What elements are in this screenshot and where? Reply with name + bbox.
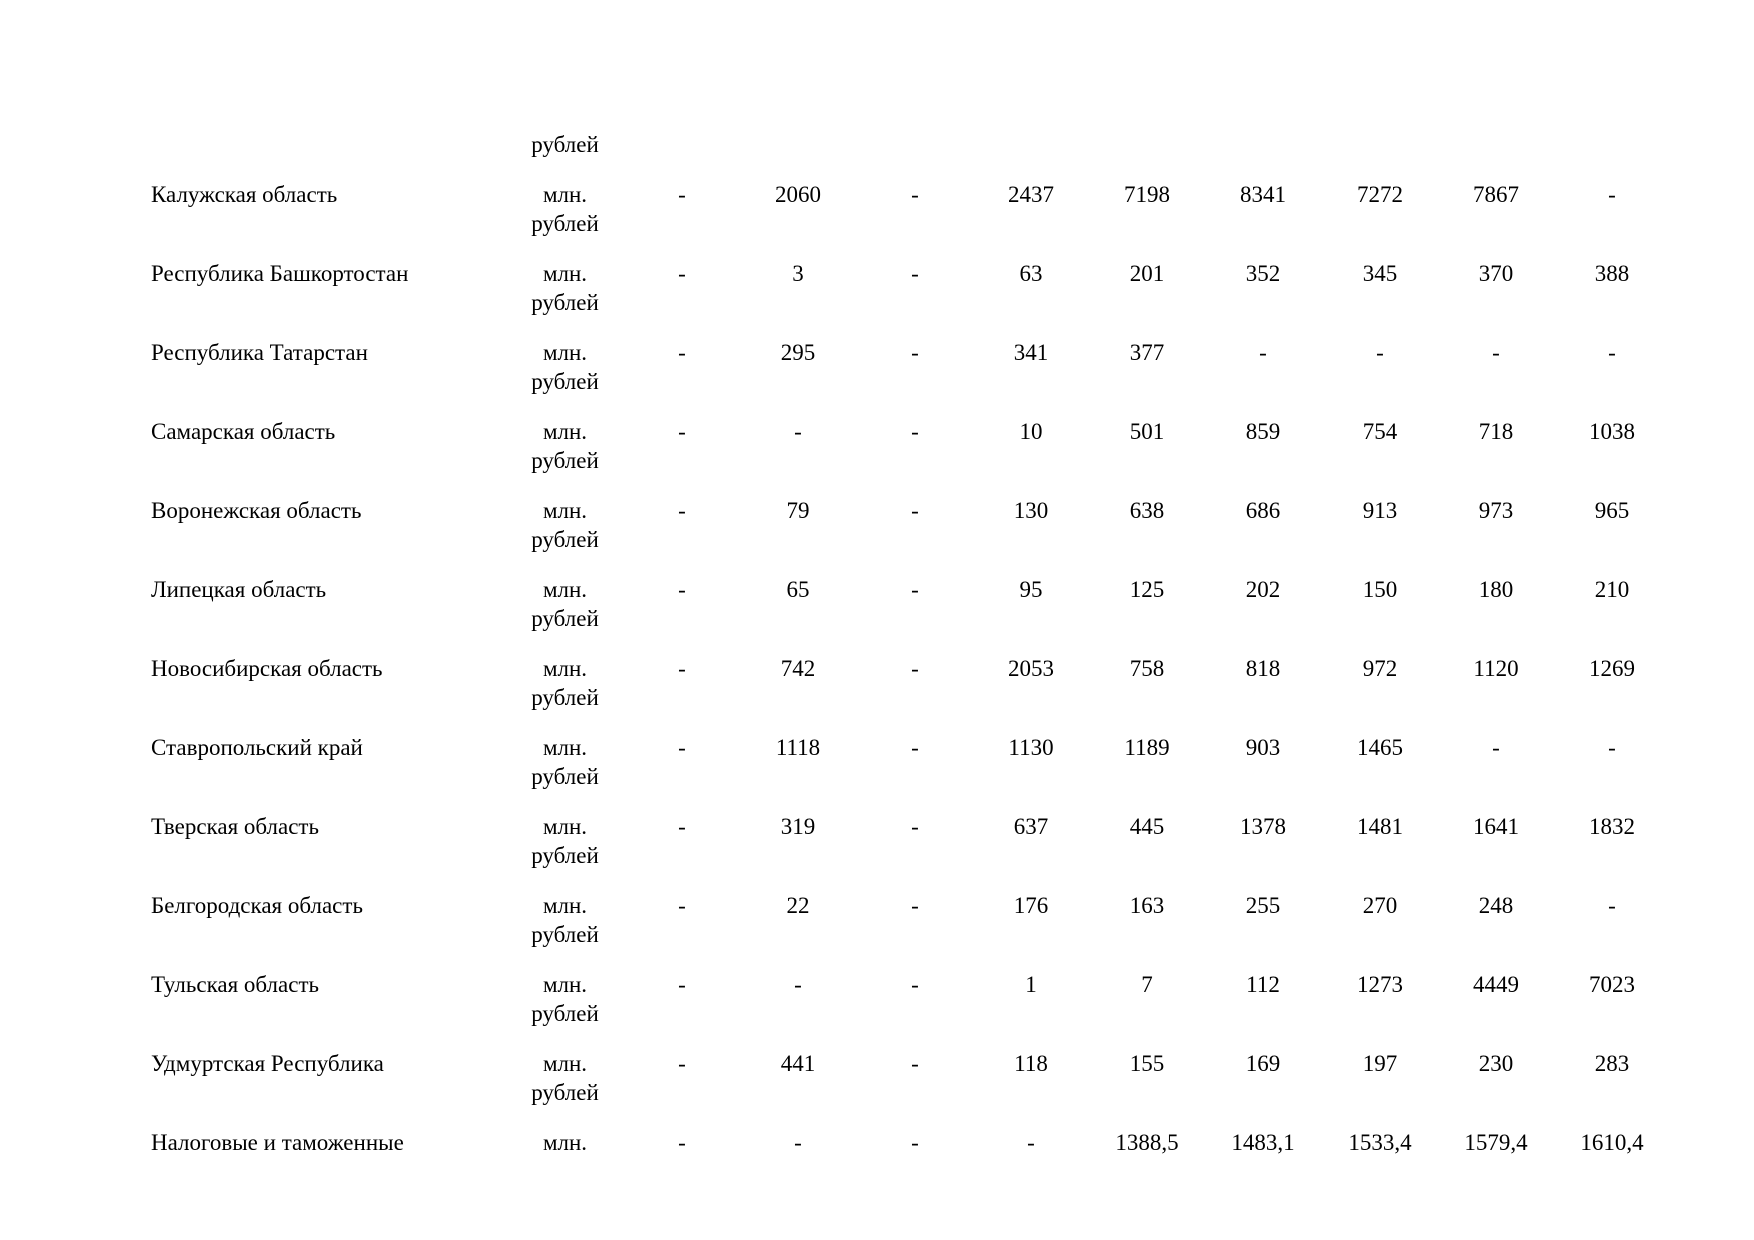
value-cell: - [1492,340,1500,365]
unit-line-1: млн. [542,972,588,997]
value-cell: 2060 [775,182,821,207]
value-cell: - [911,261,919,286]
value-cell: 1483,1 [1231,1130,1295,1155]
value-cell: 150 [1362,577,1398,602]
unit-line-1: млн. [542,419,588,444]
unit-line-2: рублей [531,369,599,394]
value-cell: 1388,5 [1115,1130,1179,1155]
value-cell: 7 [1141,972,1153,997]
value-cell: 295 [780,340,816,365]
value-cell: 445 [1129,814,1165,839]
value-cell: 341 [1013,340,1049,365]
value-cell: 1 [1025,972,1037,997]
unit-line-1: млн. [542,340,588,365]
value-cell: 638 [1129,498,1165,523]
value-cell: 1481 [1357,814,1403,839]
region-name: Республика Башкортостан [151,261,409,286]
value-cell: 1130 [1008,735,1054,760]
value-cell: - [911,1130,919,1155]
unit-cell [520,575,610,633]
value-cell: - [911,656,919,681]
value-cell: 319 [780,814,816,839]
value-cell: - [678,656,686,681]
value-cell: - [911,1051,919,1076]
unit-line-1: млн. [542,893,588,918]
value-cell: - [911,972,919,997]
value-cell: 4449 [1473,972,1519,997]
value-cell: 501 [1129,419,1165,444]
value-cell: 1189 [1124,735,1170,760]
value-cell: 718 [1478,419,1514,444]
value-cell: 176 [1013,893,1049,918]
value-cell: 2437 [1008,182,1054,207]
value-cell: 95 [1019,577,1043,602]
value-cell: - [1492,735,1500,760]
value-cell: - [678,419,686,444]
unit-line-1: млн. [542,735,588,760]
value-cell: 973 [1478,498,1514,523]
unit-line-1: млн. [542,182,588,207]
value-cell: 1273 [1357,972,1403,997]
value-cell: - [678,261,686,286]
value-cell: 270 [1362,893,1398,918]
unit-line-1: млн. [542,498,588,523]
region-name: Удмуртская Республика [151,1051,384,1076]
value-cell: 758 [1129,656,1165,681]
value-cell: - [1608,893,1616,918]
unit-line-2: рублей [531,764,599,789]
value-cell: - [911,814,919,839]
value-cell: - [1608,340,1616,365]
value-cell: 283 [1594,1051,1630,1076]
unit-line-2: рублей [531,606,599,631]
value-cell: 965 [1594,498,1630,523]
unit-line-2: рублей [531,1001,599,1026]
value-cell: 1378 [1240,814,1286,839]
unit-cell [520,1128,610,1157]
value-cell: 125 [1129,577,1165,602]
value-cell: - [794,972,802,997]
value-cell: 637 [1013,814,1049,839]
region-name: Новосибирская область [151,656,383,681]
value-cell: 7867 [1473,182,1519,207]
unit-line-2: рублей [531,685,599,710]
unit-cell [520,970,610,1028]
value-cell: 79 [786,498,810,523]
value-cell: 345 [1362,261,1398,286]
region-name: Калужская область [151,182,338,207]
value-cell: 1641 [1473,814,1519,839]
value-cell: 3 [792,261,804,286]
value-cell: - [911,498,919,523]
unit-cell [520,812,610,870]
value-cell: 201 [1129,261,1165,286]
value-cell: - [678,577,686,602]
top-fragment-unit: рублей [531,132,599,157]
value-cell: - [678,340,686,365]
value-cell: 754 [1362,419,1398,444]
unit-cell [520,1049,610,1107]
value-cell: - [678,1051,686,1076]
unit-line-2: рублей [531,922,599,947]
value-cell: 8341 [1240,182,1286,207]
value-cell: 913 [1362,498,1398,523]
value-cell: - [794,1130,802,1155]
value-cell: 197 [1362,1051,1398,1076]
value-cell: 65 [786,577,810,602]
value-cell: 1269 [1589,656,1635,681]
region-name: Тульская область [151,972,319,997]
value-cell: 255 [1245,893,1281,918]
value-cell: - [678,498,686,523]
region-name: Воронежская область [151,498,362,523]
value-cell: 230 [1478,1051,1514,1076]
unit-cell [520,733,610,791]
value-cell: 163 [1129,893,1165,918]
value-cell: 63 [1019,261,1043,286]
unit-line-2: рублей [531,527,599,552]
unit-cell [520,338,610,396]
value-cell: - [678,972,686,997]
unit-cell [520,417,610,475]
value-cell: - [678,735,686,760]
unit-line-2: рублей [531,843,599,868]
value-cell: - [678,893,686,918]
unit-line-1: млн. [542,261,588,286]
region-name: Ставропольский край [151,735,363,760]
value-cell: 1610,4 [1580,1130,1644,1155]
value-cell: 22 [786,893,810,918]
value-cell: 248 [1478,893,1514,918]
unit-line-1: млн. [542,1051,588,1076]
value-cell: - [1027,1130,1035,1155]
unit-line-1: млн. [542,656,588,681]
unit-line-1: млн. [542,1130,588,1155]
unit-cell [520,496,610,554]
value-cell: 2053 [1008,656,1054,681]
region-name: Самарская область [151,419,336,444]
unit-cell [520,654,610,712]
region-name: Республика Татарстан [151,340,368,365]
value-cell: 169 [1245,1051,1281,1076]
value-cell: - [678,814,686,839]
value-cell: 972 [1362,656,1398,681]
unit-line-2: рублей [531,1080,599,1105]
value-cell: 10 [1019,419,1043,444]
unit-line-2: рублей [531,211,599,236]
value-cell: - [911,893,919,918]
region-name: Белгородская область [151,893,363,918]
value-cell: - [911,340,919,365]
value-cell: 1533,4 [1348,1130,1412,1155]
value-cell: - [678,1130,686,1155]
value-cell: 1118 [775,735,821,760]
value-cell: 7198 [1124,182,1170,207]
unit-cell [520,259,610,317]
value-cell: 903 [1245,735,1281,760]
unit-line-1: млн. [542,814,588,839]
unit-line-2: рублей [531,448,599,473]
unit-cell [520,180,610,238]
value-cell: 1832 [1589,814,1635,839]
value-cell: 859 [1245,419,1281,444]
value-cell: - [794,419,802,444]
value-cell: - [911,735,919,760]
value-cell: 370 [1478,261,1514,286]
value-cell: 155 [1129,1051,1165,1076]
value-cell: - [1608,735,1616,760]
value-cell: - [1259,340,1267,365]
unit-cell [520,891,610,949]
value-cell: 1465 [1357,735,1403,760]
value-cell: 686 [1245,498,1281,523]
value-cell: 388 [1594,261,1630,286]
value-cell: 7272 [1357,182,1403,207]
value-cell: 202 [1245,577,1281,602]
value-cell: - [1608,182,1616,207]
value-cell: - [1376,340,1384,365]
value-cell: 818 [1245,656,1281,681]
value-cell: 210 [1594,577,1630,602]
region-name: Липецкая область [151,577,327,602]
value-cell: 180 [1478,577,1514,602]
value-cell: 1038 [1589,419,1635,444]
value-cell: 1120 [1473,656,1519,681]
unit-line-1: млн. [542,577,588,602]
value-cell: 742 [780,656,816,681]
unit-line-2: рублей [531,290,599,315]
value-cell: 118 [1014,1051,1048,1076]
value-cell: 7023 [1589,972,1635,997]
value-cell: - [911,419,919,444]
value-cell: 1579,4 [1464,1130,1528,1155]
value-cell: 352 [1245,261,1281,286]
region-name: Налоговые и таможенные [151,1130,404,1155]
value-cell: 377 [1129,340,1165,365]
region-name: Тверская область [151,814,319,839]
value-cell: 112 [1246,972,1280,997]
value-cell: 130 [1013,498,1049,523]
value-cell: 441 [780,1051,816,1076]
value-cell: - [678,182,686,207]
value-cell: - [911,577,919,602]
value-cell: - [911,182,919,207]
